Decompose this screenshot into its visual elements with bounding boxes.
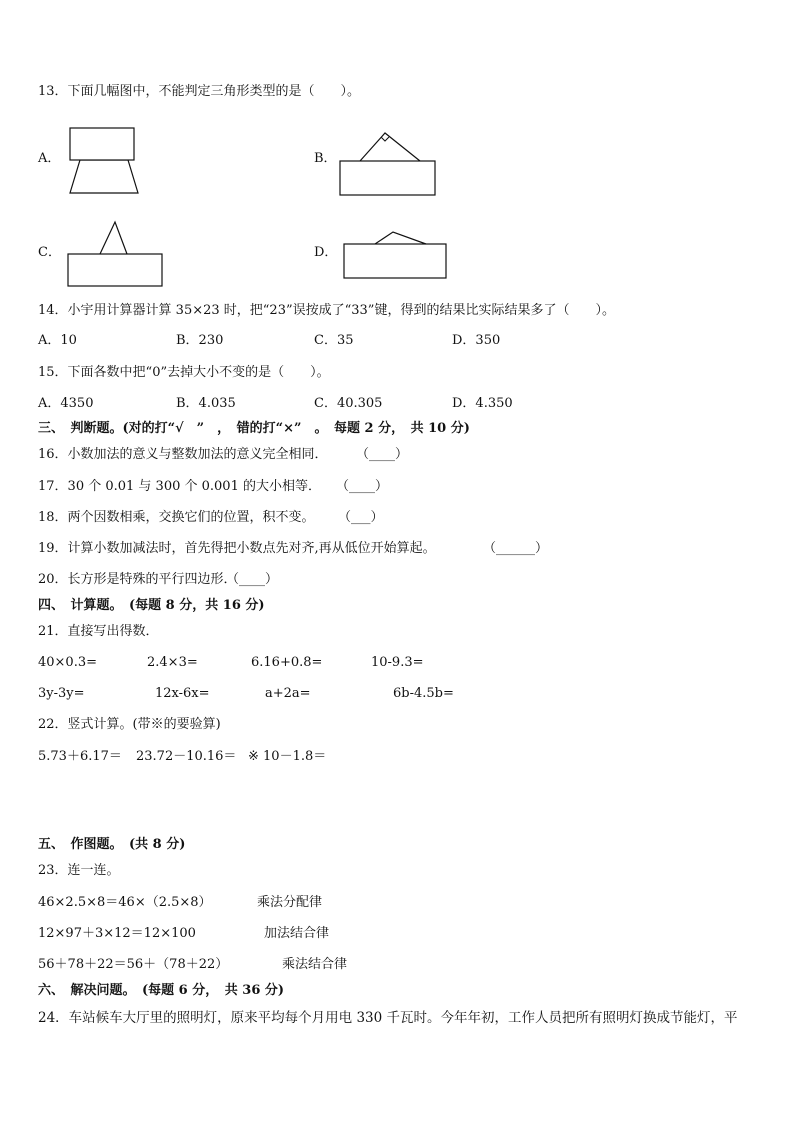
q21-expr: 2.4×3=	[147, 655, 198, 670]
q15-option-d: D．4.350	[452, 396, 513, 411]
figure-b-rectangle	[340, 161, 435, 195]
figure-d-triangle	[375, 232, 426, 244]
q17-answer-blank[interactable]: （____）	[336, 479, 389, 494]
q19-answer-blank[interactable]: （______）	[483, 541, 549, 556]
figure-a-rectangle	[70, 128, 134, 160]
q23-left-expr: 56＋78＋22＝56＋（78＋22）	[38, 957, 229, 972]
q15-option-c: C．40.305	[314, 396, 383, 411]
q23-right-law: 乘法结合律	[282, 957, 348, 972]
q20-text: 20．长方形是特殊的平行四边形．	[38, 572, 237, 587]
q14-option-b: B．230	[176, 333, 224, 348]
q23-right-law: 加法结合律	[264, 926, 330, 941]
q19-text: 19．计算小数加减法时，首先得把小数点先对齐,再从低位开始算起。	[38, 541, 436, 556]
q13-option-c-label: C．	[38, 245, 61, 260]
q21-expr: 6b-4.5b=	[393, 686, 454, 701]
q21-expr: a+2a=	[265, 686, 311, 701]
figure-b-triangle	[360, 133, 420, 161]
q13-figure-c	[68, 222, 162, 286]
q14-stem: 14．小宇用计算器计算 35×23 时，把“23”误按成了“33”键，得到的结果比实际结果多了（ ）。	[38, 303, 615, 318]
figure-b-right-angle-mark	[381, 137, 389, 141]
q13-figure-b	[340, 133, 435, 195]
figure-c-triangle	[100, 222, 127, 254]
q24-text: 24．车站候车大厅里的照明灯，原来平均每个月用电 330 千瓦时。今年年初，工作人员把所有照明灯换成节能灯，平	[38, 1010, 738, 1026]
q23-right-law: 乘法分配律	[257, 895, 323, 910]
q21-expr: 12x-6x=	[155, 686, 210, 701]
section6-title: 六、 解决问题。 (每题 6 分， 共 36 分)	[38, 983, 285, 998]
q14-option-d: D．350	[452, 333, 501, 348]
figure-c-rectangle	[68, 254, 162, 286]
q16-text: 16．小数加法的意义与整数加法的意义完全相同．	[38, 447, 328, 462]
section5-title: 五、 作图题。 (共 8 分)	[38, 837, 186, 852]
q23-stem: 23．连一连。	[38, 863, 120, 878]
q21-expr: 3y-3y=	[38, 686, 85, 701]
q13-stem: 13．下面几幅图中，不能判定三角形类型的是（ ）。	[38, 84, 361, 99]
q13-option-d-label: D．	[314, 245, 338, 260]
section3-title: 三、 判断题。(对的打“√ ” ， 错的打“×” 。 每题 2 分， 共 10 分)	[38, 421, 470, 436]
q14-option-a: A．10	[38, 333, 77, 348]
q15-option-b: B．4.035	[176, 396, 236, 411]
q21-stem: 21．直接写出得数．	[38, 624, 159, 639]
q15-stem: 15．下面各数中把“0”去掉大小不变的是（ ）。	[38, 365, 330, 380]
q13-figure-d	[344, 232, 446, 278]
q18-answer-blank[interactable]: （___）	[338, 510, 384, 525]
section4-title: 四、 计算题。 (每题 8 分，共 16 分)	[38, 598, 265, 613]
figure-a-trapezoid	[70, 160, 138, 193]
q17-text: 17．30 个 0.01 与 300 个 0.001 的大小相等．	[38, 479, 321, 494]
q20-answer-blank[interactable]: （____）	[226, 572, 279, 587]
q13-option-a-label: A．	[38, 151, 61, 166]
q23-left-expr: 46×2.5×8＝46×（2.5×8）	[38, 895, 212, 910]
q21-expr: 40×0.3=	[38, 655, 98, 670]
q22-expr: ※ 10－1.8＝	[248, 749, 327, 764]
q14-option-c: C．35	[314, 333, 354, 348]
q21-expr: 6.16+0.8=	[251, 655, 323, 670]
q15-option-a: A．4350	[38, 396, 94, 411]
q16-answer-blank[interactable]: （____）	[356, 447, 409, 462]
figure-d-rectangle	[344, 244, 446, 278]
q23-left-expr: 12×97＋3×12＝12×100	[38, 926, 196, 941]
q22-expr: 5.73＋6.17＝	[38, 749, 122, 764]
q18-text: 18．两个因数相乘，交换它们的位置，积不变。	[38, 510, 315, 525]
q22-expr: 23.72－10.16＝	[136, 749, 237, 764]
q22-stem: 22．竖式计算。(带※的要验算)	[38, 717, 221, 732]
q13-option-b-label: B．	[314, 151, 337, 166]
q21-expr: 10-9.3=	[371, 655, 424, 670]
q13-figure-a	[70, 128, 138, 193]
